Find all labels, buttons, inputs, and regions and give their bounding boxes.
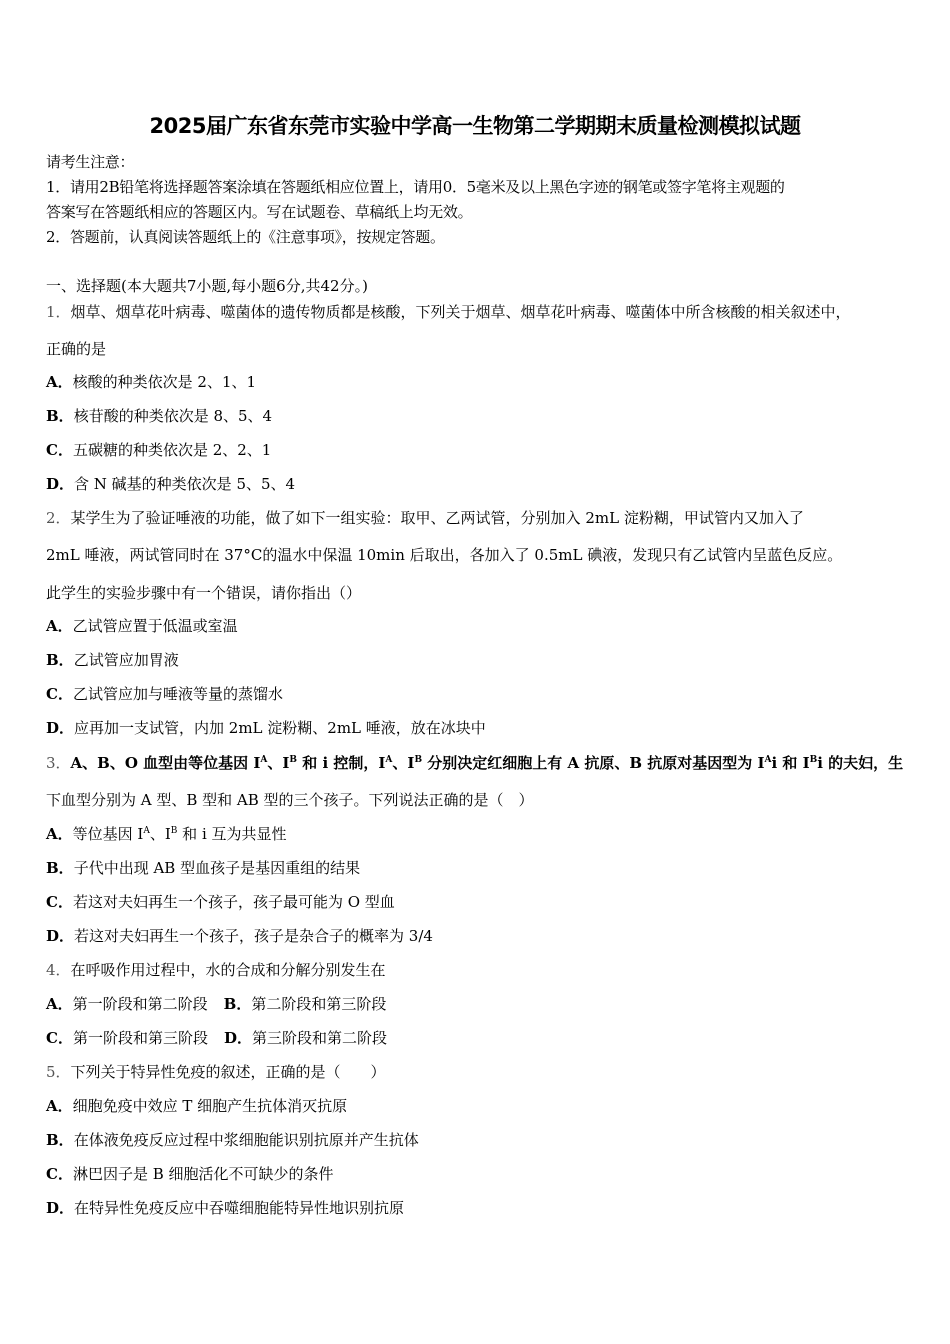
question-3-stem-line-2: 下血型分别为 A 型、B 型和 AB 型的三个孩子。下列说法正确的是（ ） bbox=[46, 791, 534, 809]
option-label: C． bbox=[46, 893, 73, 911]
option-label: B． bbox=[46, 859, 74, 877]
question-2-option-c bbox=[46, 684, 283, 704]
question-3-option-b bbox=[46, 858, 360, 878]
question-number: 1． bbox=[46, 303, 71, 321]
option-label: A． bbox=[46, 825, 73, 843]
option-text: 乙试管应加与唾液等量的蒸馏水 bbox=[72, 685, 283, 703]
question-3-option-a bbox=[46, 824, 287, 844]
option-label: C． bbox=[46, 1165, 73, 1183]
option-text: 第一阶段和第三阶段 bbox=[72, 1029, 208, 1047]
question-1-option-b bbox=[46, 406, 272, 426]
question-3-stem bbox=[46, 753, 903, 773]
option-text: 乙试管应加胃液 bbox=[73, 651, 179, 669]
question-5-stem bbox=[46, 1062, 386, 1082]
question-5-option-d bbox=[46, 1198, 404, 1218]
option-text: 核苷酸的种类依次是 8、5、4 bbox=[73, 407, 273, 425]
question-5-option-a bbox=[46, 1096, 347, 1116]
question-2-option-d bbox=[46, 718, 486, 738]
question-2-stem-line-2: 2mL 唾液，两试管同时在 37°C的温水中保温 10min 后取出，各加入了 0.5mL 碘液，发现只有乙试管内呈蓝色反应。 bbox=[46, 546, 843, 564]
option-label: D． bbox=[46, 719, 75, 737]
question-number: 5． bbox=[46, 1063, 71, 1081]
question-2-stem bbox=[46, 508, 804, 528]
question-2-option-b bbox=[46, 650, 179, 670]
question-text: A、B、O 血型由等位基因 $I^A$、$I^B$ 和 i 控制，$I^A$、$I^B$ 分别决定红细胞上有 A 抗原、B 抗原对基因型为 $I^Ai$ 和 $I^Bi$ 的夫妇，生 bbox=[70, 754, 904, 772]
option-text: 乙试管应置于低温或室温 bbox=[72, 617, 238, 635]
question-2-stem-line-3: 此学生的实验步骤中有一个错误，请你指出（） bbox=[46, 584, 362, 602]
question-3-option-c bbox=[46, 892, 395, 912]
option-text: 子代中出现 AB 型血孩子是基因重组的结果 bbox=[73, 859, 361, 877]
question-number: 3． bbox=[46, 754, 71, 772]
question-number: 4． bbox=[46, 961, 71, 979]
option-label: A． bbox=[46, 617, 73, 635]
question-text: 某学生为了验证唾液的功能，做了如下一组实验：取甲、乙两试管，分别加入 2mL 淀粉糊，甲试管内又加入了 bbox=[70, 509, 804, 527]
question-3-option-d bbox=[46, 926, 433, 946]
option-label: D． bbox=[46, 475, 75, 493]
option-text: 细胞免疫中效应 T 细胞产生抗体消灭抗原 bbox=[72, 1097, 348, 1115]
option-text: 核酸的种类依次是 2、1、1 bbox=[72, 373, 257, 391]
option-text: 含 N 碱基的种类依次是 5、5、4 bbox=[74, 475, 296, 493]
option-text: 第三阶段和第二阶段 bbox=[251, 1029, 387, 1047]
section-heading: 一、选择题(本大题共7小题,每小题6分,共42分。) bbox=[46, 277, 368, 295]
option-text: 五碳糖的种类依次是 2、2、1 bbox=[72, 441, 272, 459]
question-4-options-cd bbox=[46, 1028, 387, 1048]
option-text: 在体液免疫反应过程中浆细胞能识别抗原并产生抗体 bbox=[73, 1131, 419, 1149]
option-label: D． bbox=[46, 1199, 75, 1217]
option-text: 第一阶段和第二阶段 bbox=[72, 995, 208, 1013]
option-label: D． bbox=[223, 1029, 252, 1047]
option-text: 第二阶段和第三阶段 bbox=[251, 995, 387, 1013]
option-text: 在特异性免疫反应中吞噬细胞能特异性地识别抗原 bbox=[74, 1199, 405, 1217]
option-label: B． bbox=[223, 995, 252, 1013]
option-text: 应再加一支试管，内加 2mL 淀粉糊、2mL 唾液，放在冰块中 bbox=[74, 719, 486, 737]
question-1-stem-line-2: 正确的是 bbox=[46, 340, 107, 358]
notice-item-1-line-2: 答案写在答题纸相应的答题区内。写在试题卷、草稿纸上均无效。 bbox=[46, 203, 473, 221]
notice-heading: 请考生注意： bbox=[46, 153, 135, 171]
option-label: A． bbox=[46, 373, 73, 391]
option-text: 淋巴因子是 B 细胞活化不可缺少的条件 bbox=[72, 1165, 334, 1183]
option-label: C． bbox=[46, 1029, 73, 1047]
question-text: 烟草、烟草花叶病毒、噬菌体的遗传物质都是核酸，下列关于烟草、烟草花叶病毒、噬菌体中所含核酸的相关叙述中， bbox=[70, 303, 851, 321]
question-number: 2． bbox=[46, 509, 71, 527]
question-text: 下列关于特异性免疫的叙述，正确的是（ ） bbox=[70, 1063, 386, 1081]
option-text: 若这对夫妇再生一个孩子，孩子最可能为 O 型血 bbox=[72, 893, 395, 911]
question-4-options-ab bbox=[46, 994, 386, 1014]
question-1-stem bbox=[46, 302, 851, 322]
notice-item-2: 2．答题前，认真阅读答题纸上的《注意事项》，按规定答题。 bbox=[46, 228, 445, 246]
option-label: B． bbox=[46, 407, 74, 425]
option-label: A． bbox=[46, 1097, 73, 1115]
question-1-option-a bbox=[46, 372, 256, 392]
option-label: C． bbox=[46, 685, 73, 703]
question-4-stem bbox=[46, 960, 386, 980]
question-1-option-c bbox=[46, 440, 271, 460]
option-label: C． bbox=[46, 441, 73, 459]
question-5-option-b bbox=[46, 1130, 419, 1150]
question-1-option-d bbox=[46, 474, 295, 494]
option-label: D． bbox=[46, 927, 75, 945]
option-label: A． bbox=[46, 995, 73, 1013]
option-label: B． bbox=[46, 651, 74, 669]
question-2-option-a bbox=[46, 616, 238, 636]
notice-item-1-line-1: 1．请用2B铅笔将选择题答案涂填在答题纸相应位置上，请用0．5毫米及以上黑色字迹的钢笔或签字笔将主观题的 bbox=[46, 178, 785, 196]
option-text: 若这对夫妇再生一个孩子，孩子是杂合子的概率为 3/4 bbox=[74, 927, 433, 945]
page-title: 2025届广东省东莞市实验中学高一生物第二学期期末质量检测模拟试题 bbox=[149, 114, 801, 138]
question-5-option-c bbox=[46, 1164, 334, 1184]
option-label: B． bbox=[46, 1131, 74, 1149]
option-text: 等位基因 $I^A$、$I^B$ 和 i 互为共显性 bbox=[72, 825, 287, 843]
question-text: 在呼吸作用过程中，水的合成和分解分别发生在 bbox=[70, 961, 386, 979]
